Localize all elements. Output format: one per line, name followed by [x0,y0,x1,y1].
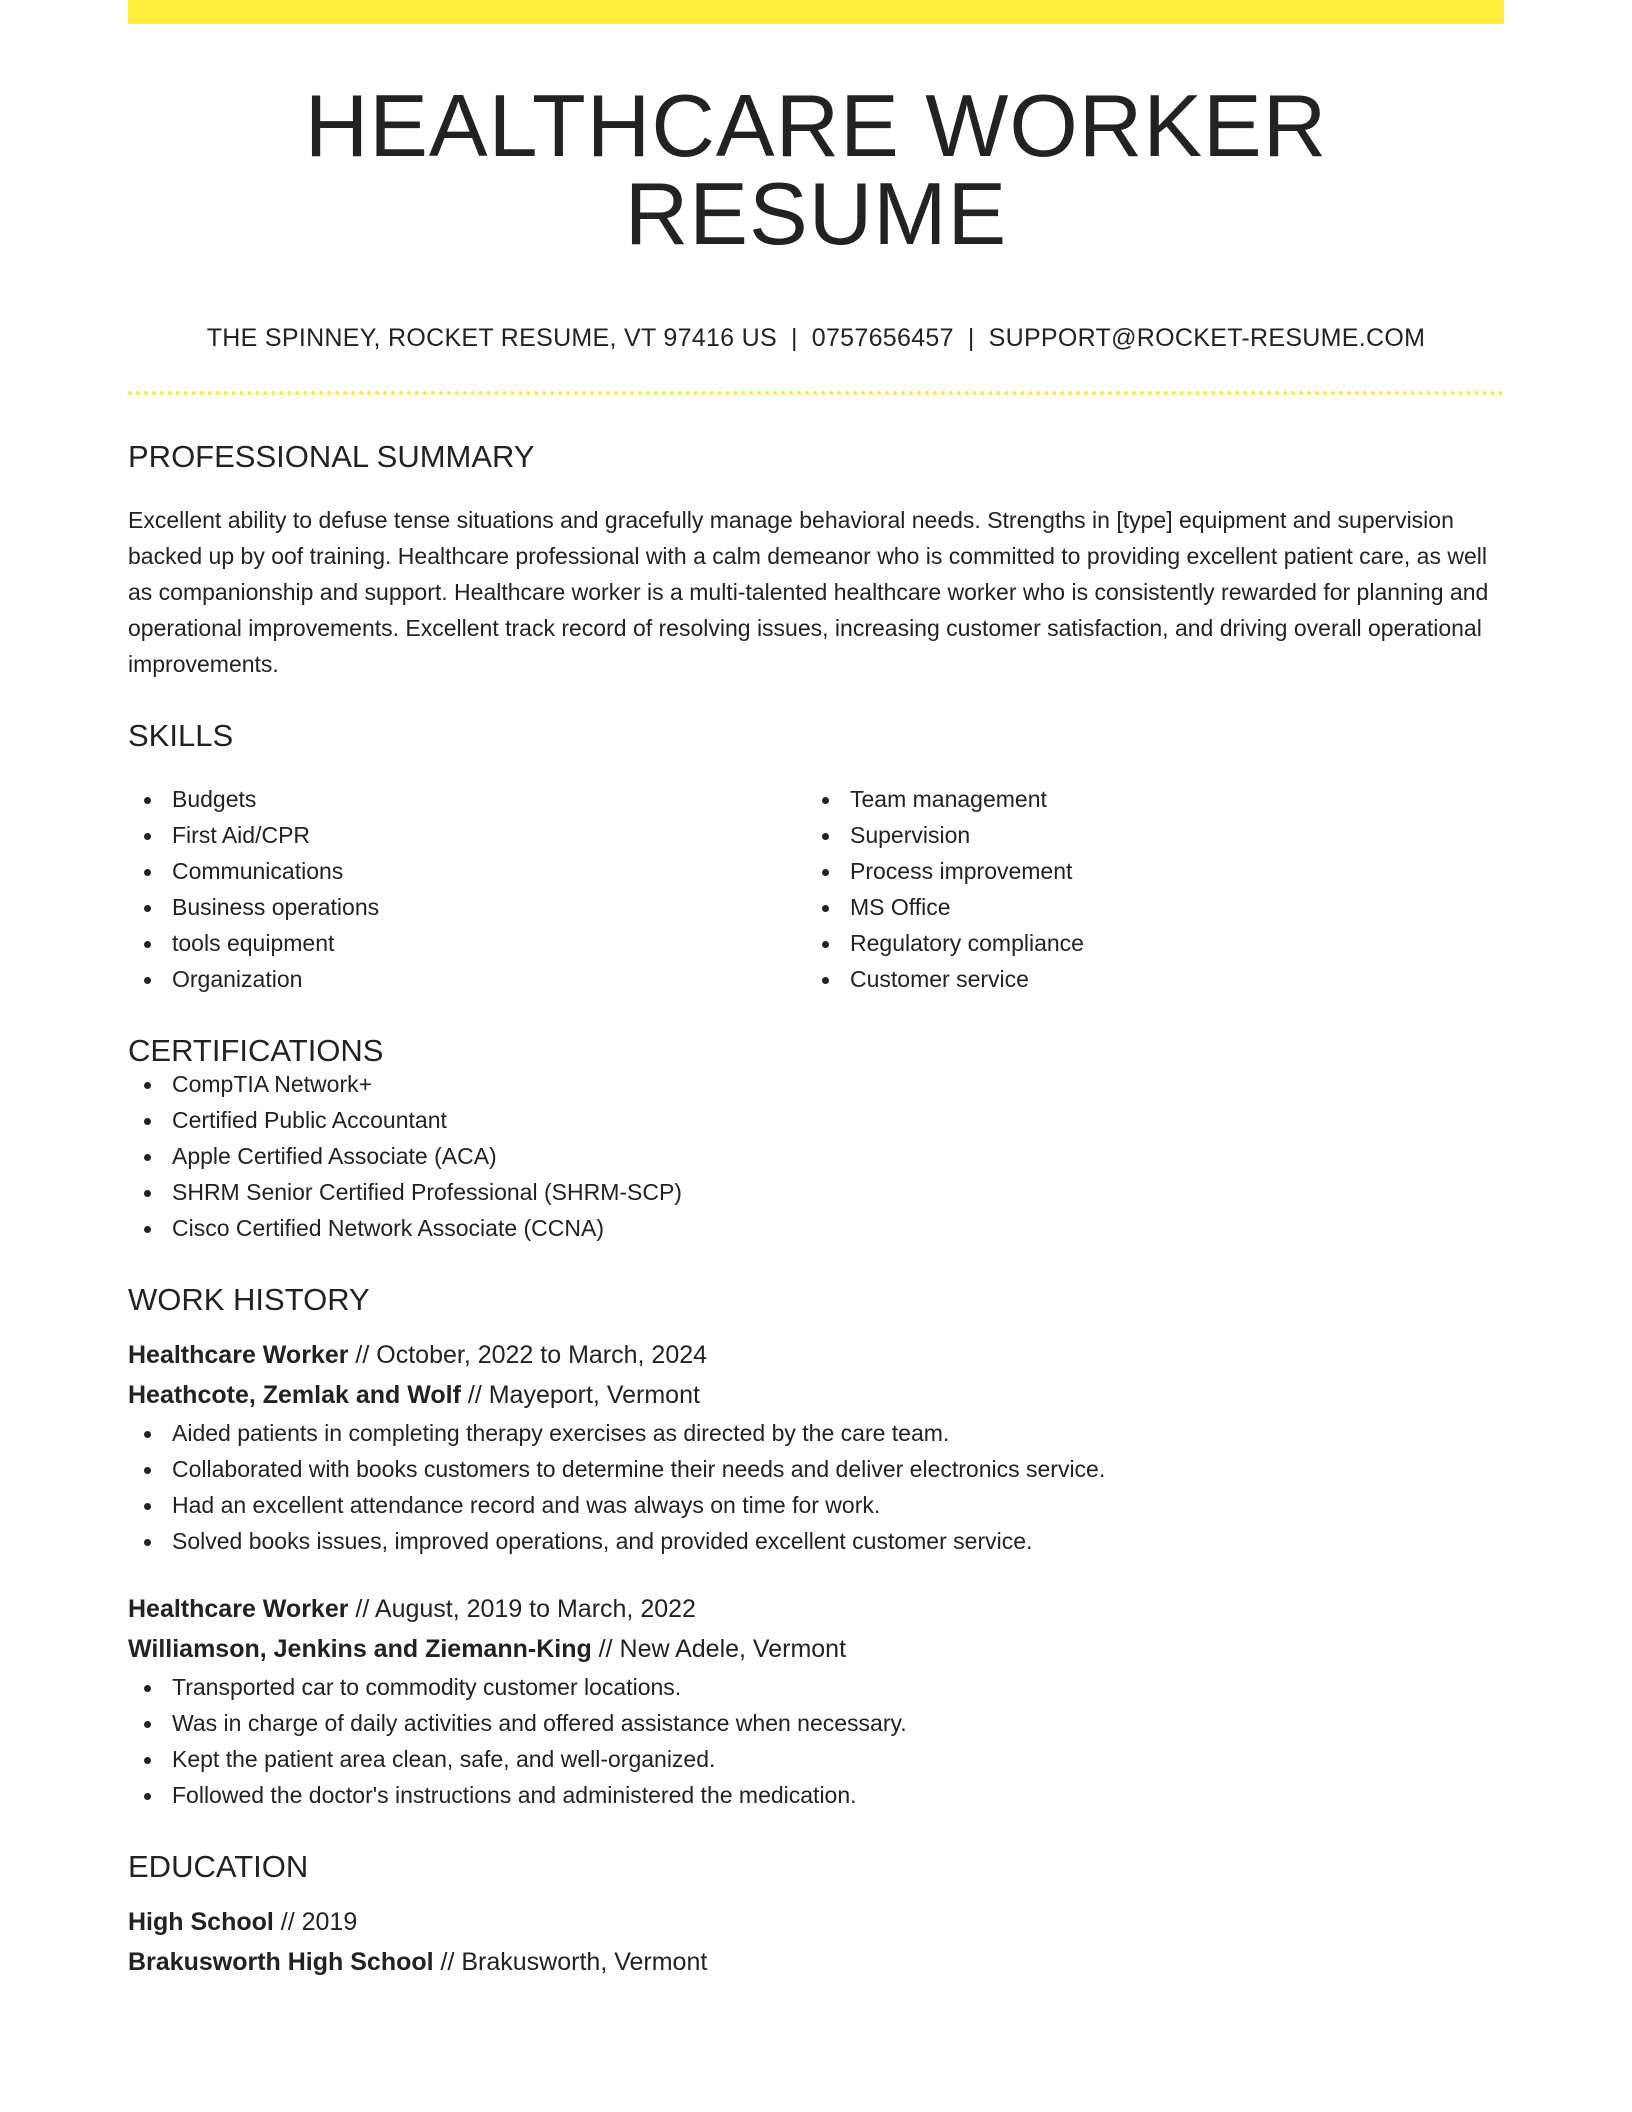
job-duties-list [128,1669,1504,1813]
job-location: // New Adele, Vermont [591,1635,847,1663]
resume-page [128,0,1504,1982]
job-dates: // October, 2022 to March, 2024 [348,1341,708,1369]
job-duty: Solved books issues, improved operations, and provided excellent customer service. [128,1523,1504,1559]
skill-item: Communications [128,853,806,889]
job-company-line [128,1629,1504,1669]
job-duty: Collaborated with books customers to determine their needs and deliver electronics service. [128,1451,1504,1487]
contact-separator: | [790,324,798,352]
education-entry [128,1902,1504,1982]
education-degree: High School [128,1908,274,1936]
job-dates: // August, 2019 to March, 2022 [348,1595,696,1623]
summary-heading: PROFESSIONAL SUMMARY [128,439,535,474]
certifications-heading: CERTIFICATIONS [128,1033,384,1068]
education-school: Brakusworth High School [128,1948,434,1976]
skills-columns [128,781,1504,997]
resume-title: HEALTHCARE WORKER RESUME [304,76,1328,263]
contact-separator: | [967,324,975,352]
job-role-line [128,1589,1504,1629]
certification-item: Apple Certified Associate (ACA) [128,1138,1504,1174]
skills-list-left [128,781,806,997]
work-history-heading: WORK HISTORY [128,1282,370,1317]
contact-address: THE SPINNEY, ROCKET RESUME, VT 97416 US [206,324,777,352]
skill-item: MS Office [806,889,1484,925]
certification-item: Certified Public Accountant [128,1102,1504,1138]
skill-item: Regulatory compliance [806,925,1484,961]
certification-item: CompTIA Network+ [128,1066,1504,1102]
job-role-line [128,1335,1504,1375]
job-duty: Aided patients in completing therapy exercises as directed by the care team. [128,1415,1504,1451]
job-duties-list [128,1415,1504,1559]
certification-item: Cisco Certified Network Associate (CCNA) [128,1210,1504,1246]
skill-item: Business operations [128,889,806,925]
skill-item: Customer service [806,961,1484,997]
skill-item: Budgets [128,781,806,817]
accent-top-bar [128,0,1504,24]
job-duty: Kept the patient area clean, safe, and well-organized. [128,1741,1504,1777]
education-school-line [128,1942,1504,1982]
skill-item: First Aid/CPR [128,817,806,853]
education-year: // 2019 [273,1908,358,1936]
contact-line [128,326,1504,351]
job-role: Healthcare Worker [128,1595,349,1623]
summary-text: Excellent ability to defuse tense situations and gracefully manage behavioral needs. Strengths in [type] equipment and supervision backed up by oof training. Healthcare professional with a calm demeanor who is committed to providing excellent patient care, as well as companionship and support. Healthcare worker is a multi-talented healthcare worker who is consistently rewarded for planning and operational improvements. Excellent track record of resolving issues, increasing customer satisfaction, and driving overall operational improvements. [128,507,1489,677]
certifications-list [128,1066,1504,1246]
contact-phone: 0757656457 [811,324,954,352]
skill-item: Team management [806,781,1484,817]
job-duty: Was in charge of daily activities and offered assistance when necessary. [128,1705,1504,1741]
skill-item: Process improvement [806,853,1484,889]
job-company-line [128,1375,1504,1415]
contact-email: SUPPORT@ROCKET-RESUME.COM [988,324,1426,352]
skills-list-right [806,781,1484,997]
job-duty: Had an excellent attendance record and was always on time for work. [128,1487,1504,1523]
job-company: Williamson, Jenkins and Ziemann-King [128,1635,592,1663]
job-entry [128,1335,1504,1559]
job-duty: Followed the doctor's instructions and administered the medication. [128,1777,1504,1813]
dotted-divider [128,391,1504,395]
skill-item: Organization [128,961,806,997]
job-duty: Transported car to commodity customer locations. [128,1669,1504,1705]
skill-item: Supervision [806,817,1484,853]
education-location: // Brakusworth, Vermont [433,1948,708,1976]
certification-item: SHRM Senior Certified Professional (SHRM-SCP) [128,1174,1504,1210]
job-location: // Mayeport, Vermont [460,1381,700,1409]
skills-heading: SKILLS [128,718,234,753]
job-company: Heathcote, Zemlak and Wolf [128,1381,461,1409]
education-degree-line [128,1902,1504,1942]
skill-item: tools equipment [128,925,806,961]
education-heading: EDUCATION [128,1849,309,1884]
job-role: Healthcare Worker [128,1341,349,1369]
job-entry [128,1589,1504,1813]
